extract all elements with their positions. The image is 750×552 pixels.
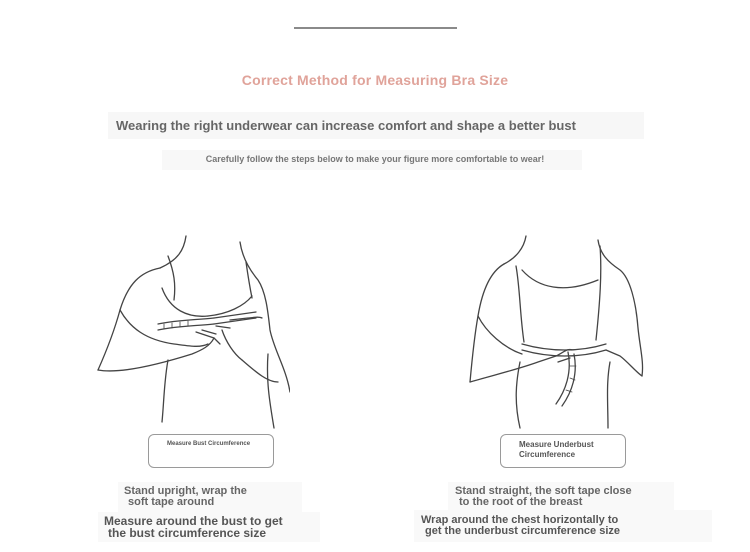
left-step1-line2: soft tape around bbox=[128, 496, 215, 508]
left-step2-line1: Measure around the bust to get bbox=[104, 514, 283, 528]
right-arm-left bbox=[478, 316, 522, 354]
underbust-label-line2: Circumference bbox=[519, 450, 576, 459]
underbust-measure-illustration bbox=[460, 232, 660, 432]
left-step1 bbox=[124, 486, 247, 508]
left-hand-left bbox=[196, 330, 220, 344]
bust-label: Measure Bust Circumference bbox=[167, 441, 251, 447]
right-bra-neckline bbox=[522, 270, 598, 288]
left-shoulder-right bbox=[240, 242, 290, 392]
right-torso-left bbox=[516, 362, 520, 428]
right-step1-line1: Stand straight, the soft tape close bbox=[455, 485, 632, 497]
left-tape bbox=[158, 318, 214, 330]
page-title: Correct Method for Measuring Bra Size bbox=[241, 72, 509, 88]
right-step2-line2: get the underbust circumference size bbox=[425, 525, 620, 537]
left-step2-line2: the bust circumference size bbox=[108, 526, 267, 540]
left-torso-left bbox=[162, 360, 168, 422]
right-step2-line1: Wrap around the chest horizontally to bbox=[421, 514, 619, 526]
right-arm-right bbox=[606, 350, 642, 376]
left-neck-line bbox=[160, 236, 186, 268]
right-step1-line2: to the root of the breast bbox=[459, 496, 583, 508]
underbust-label-line1: Measure Underbust bbox=[519, 440, 594, 449]
left-forearm-right bbox=[242, 360, 278, 382]
subtitle: Wearing the right underwear can increase comfort and shape a better bust bbox=[116, 118, 576, 133]
left-forearm-left bbox=[98, 338, 214, 371]
right-neck-line bbox=[504, 236, 526, 264]
right-bra-left bbox=[516, 266, 524, 342]
bust-label-box bbox=[148, 434, 274, 468]
top-divider bbox=[294, 27, 457, 29]
right-step1 bbox=[455, 486, 632, 508]
right-torso-right bbox=[608, 362, 611, 428]
instruction-note: Carefully follow the steps below to make your figure more comfortable to wear! bbox=[205, 154, 545, 164]
right-step2 bbox=[421, 515, 620, 537]
left-hand-right bbox=[216, 317, 262, 360]
right-shoulder-left bbox=[470, 264, 504, 382]
bust-measure-illustration bbox=[90, 232, 290, 432]
right-bra-band bbox=[522, 344, 606, 356]
left-bra-cup-left bbox=[162, 288, 208, 316]
left-shoulder-left bbox=[98, 268, 160, 370]
left-torso-right bbox=[267, 354, 274, 428]
underbust-label-box bbox=[500, 434, 626, 468]
right-bra-right bbox=[596, 246, 601, 340]
left-step2 bbox=[104, 515, 283, 539]
right-forearm-left bbox=[470, 356, 556, 382]
left-step1-line1: Stand upright, wrap the bbox=[124, 485, 247, 497]
